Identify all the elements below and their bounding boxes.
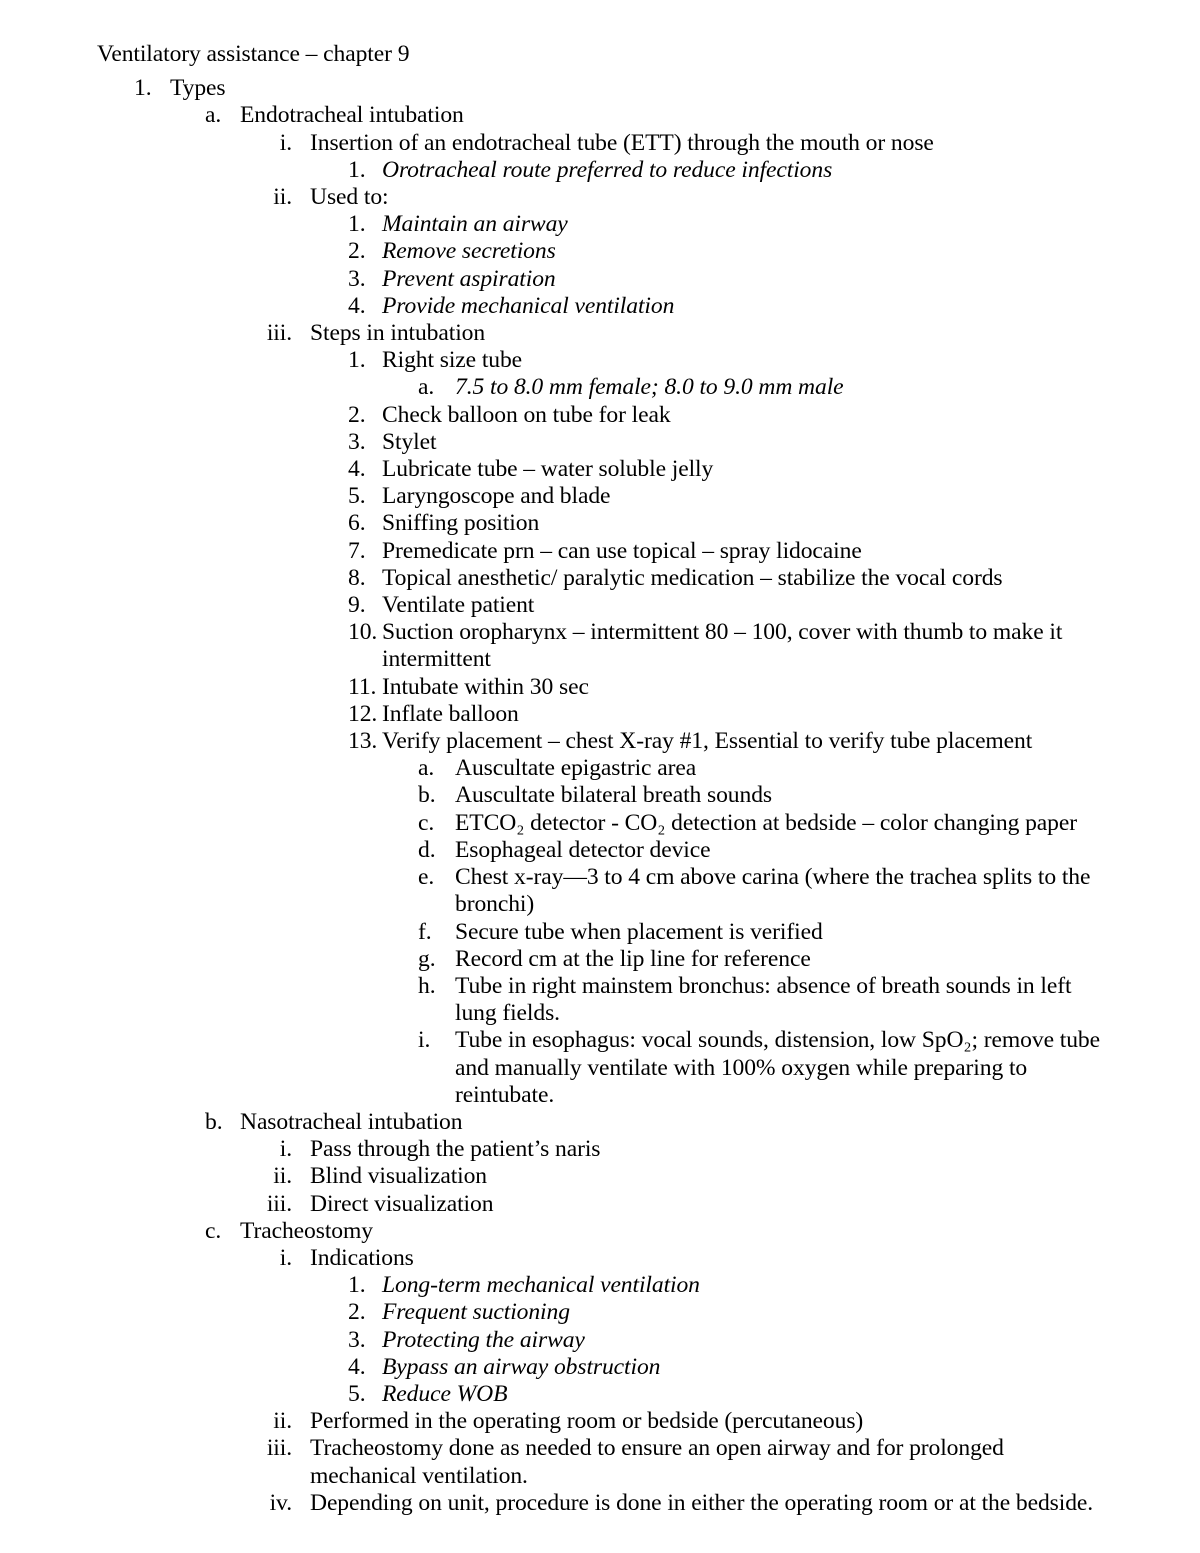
item-text: Maintain an airway bbox=[382, 211, 568, 238]
item-text: Intubate within 30 sec bbox=[382, 673, 589, 700]
item-text: Ventilate patient bbox=[382, 592, 535, 619]
list-marker: 2. bbox=[348, 238, 366, 265]
item-text: Lubricate tube – water soluble jelly bbox=[382, 456, 714, 483]
outline-item bbox=[97, 1354, 1104, 1381]
list-marker: 8. bbox=[348, 564, 366, 591]
list-marker: b. bbox=[418, 782, 436, 809]
item-text: Bypass an airway obstruction bbox=[382, 1353, 661, 1380]
item-text: Long-term mechanical ventilation bbox=[382, 1272, 700, 1299]
list-marker: i. bbox=[418, 1027, 431, 1054]
outline-item bbox=[97, 864, 1104, 918]
item-text: Provide mechanical ventilation bbox=[382, 292, 675, 319]
list-marker: i. bbox=[279, 129, 292, 156]
outline-item bbox=[97, 75, 1104, 102]
list-marker: 5. bbox=[348, 483, 366, 510]
list-marker: 1. bbox=[348, 211, 366, 238]
document-title: Ventilatory assistance – chapter 9 bbox=[97, 41, 410, 67]
list-marker: 4. bbox=[348, 456, 366, 483]
item-text: Sniffing position bbox=[382, 510, 540, 537]
list-marker: 10. bbox=[348, 619, 378, 646]
outline-item bbox=[97, 1408, 1104, 1435]
item-text: Stylet bbox=[382, 428, 437, 455]
list-marker: b. bbox=[205, 1108, 223, 1135]
outline-item bbox=[97, 592, 1104, 619]
item-text: Laryngoscope and blade bbox=[382, 483, 611, 510]
item-text: Insertion of an endotracheal tube (ETT) through the mouth or nose bbox=[310, 129, 934, 156]
outline-item bbox=[97, 674, 1104, 701]
list-marker: 3. bbox=[348, 428, 366, 455]
item-text: Steps in intubation bbox=[310, 320, 486, 347]
item-text: Right size tube bbox=[382, 347, 523, 374]
outline-item bbox=[97, 102, 1104, 129]
list-marker: ii. bbox=[273, 1163, 292, 1190]
item-text: Premedicate prn – can use topical – spray lidocaine bbox=[382, 537, 862, 564]
list-marker: 11. bbox=[348, 673, 377, 700]
list-marker: i. bbox=[279, 1244, 292, 1271]
outline-list bbox=[97, 75, 1104, 1517]
list-marker: 7. bbox=[348, 537, 366, 564]
outline-item bbox=[97, 1327, 1104, 1354]
list-marker: iv. bbox=[269, 1489, 292, 1516]
outline-item bbox=[97, 157, 1104, 184]
list-marker: i. bbox=[279, 1136, 292, 1163]
item-text: Blind visualization bbox=[310, 1163, 488, 1190]
list-marker: 3. bbox=[348, 1326, 366, 1353]
item-text: Inflate balloon bbox=[382, 700, 519, 727]
item-text: Endotracheal intubation bbox=[240, 102, 464, 129]
item-text: Direct visualization bbox=[310, 1190, 494, 1217]
list-marker: ii. bbox=[273, 184, 292, 211]
list-marker: f. bbox=[418, 918, 432, 945]
outline-item bbox=[97, 837, 1104, 864]
outline-item bbox=[97, 456, 1104, 483]
outline-item bbox=[97, 1381, 1104, 1408]
outline-item bbox=[97, 1490, 1104, 1517]
list-marker: g. bbox=[418, 945, 436, 972]
item-text: Pass through the patient’s naris bbox=[310, 1136, 601, 1163]
item-text: Depending on unit, procedure is done in either the operating room or at the bedside. bbox=[310, 1489, 1094, 1516]
item-text: Performed in the operating room or bedside (percutaneous) bbox=[310, 1408, 864, 1435]
list-marker: 2. bbox=[348, 1299, 366, 1326]
item-text: Secure tube when placement is verified bbox=[455, 918, 823, 945]
outline-item bbox=[97, 320, 1104, 347]
outline-item bbox=[97, 1218, 1104, 1245]
outline-item bbox=[97, 483, 1104, 510]
outline-item bbox=[97, 701, 1104, 728]
item-text: Verify placement – chest X-ray #1, Essential to verify tube placement bbox=[382, 728, 1033, 755]
list-marker: 13. bbox=[348, 728, 378, 755]
outline-item bbox=[97, 347, 1104, 374]
list-marker: 1. bbox=[348, 347, 366, 374]
item-text: Nasotracheal intubation bbox=[240, 1108, 463, 1135]
list-marker: a. bbox=[418, 374, 435, 401]
item-text: Indications bbox=[310, 1244, 414, 1271]
outline-item bbox=[97, 619, 1104, 673]
outline-item bbox=[97, 973, 1104, 1027]
outline-item bbox=[97, 782, 1104, 809]
outline-item bbox=[97, 1245, 1104, 1272]
item-text: Esophageal detector device bbox=[455, 836, 711, 863]
outline-item bbox=[97, 1191, 1104, 1218]
item-text: Tracheostomy done as needed to ensure an open airway and for prolonged mechanical ventilation. bbox=[310, 1435, 1004, 1489]
list-marker: 1. bbox=[348, 1272, 366, 1299]
item-text: Frequent suctioning bbox=[382, 1299, 570, 1326]
list-marker: 1. bbox=[348, 156, 366, 183]
item-text: Suction oropharynx – intermittent 80 – 100, cover with thumb to make it intermittent bbox=[382, 619, 1063, 673]
list-marker: a. bbox=[205, 102, 222, 129]
outline-item bbox=[97, 565, 1104, 592]
item-text: Record cm at the lip line for reference bbox=[455, 945, 811, 972]
list-marker: 1. bbox=[134, 75, 152, 102]
item-text: Tube in right mainstem bronchus: absence of breath sounds in left lung fields. bbox=[455, 972, 1072, 1027]
outline-item bbox=[97, 184, 1104, 211]
outline-item bbox=[97, 1299, 1104, 1326]
item-text: Reduce WOB bbox=[382, 1380, 508, 1407]
list-marker: 5. bbox=[348, 1380, 366, 1407]
outline-item bbox=[97, 402, 1104, 429]
list-marker: iii. bbox=[266, 1435, 292, 1462]
outline-item bbox=[97, 130, 1104, 157]
outline-item bbox=[97, 728, 1104, 755]
item-text: Topical anesthetic/ paralytic medication – stabilize the vocal cords bbox=[382, 564, 1003, 591]
list-marker: 12. bbox=[348, 700, 378, 727]
list-marker: e. bbox=[418, 864, 435, 891]
list-marker: c. bbox=[418, 809, 435, 836]
list-marker: d. bbox=[418, 836, 436, 863]
outline-item bbox=[97, 755, 1104, 782]
list-marker: iii. bbox=[266, 320, 292, 347]
list-marker: iii. bbox=[266, 1190, 292, 1217]
item-text: Auscultate bilateral breath sounds bbox=[455, 782, 772, 809]
outline-item bbox=[97, 238, 1104, 265]
outline-item bbox=[97, 1272, 1104, 1299]
list-marker: a. bbox=[418, 755, 435, 782]
item-text: Check balloon on tube for leak bbox=[382, 401, 671, 428]
outline-item bbox=[97, 211, 1104, 238]
list-marker: 4. bbox=[348, 1353, 366, 1380]
item-text: Tube in esophagus: vocal sounds, distension, low SpO₂; remove tube and manually ventilate with 100% oxygen while preparing to reintubate. bbox=[455, 1027, 1100, 1108]
item-text: Remove secretions bbox=[382, 238, 556, 265]
list-marker: 4. bbox=[348, 292, 366, 319]
outline-item bbox=[97, 1163, 1104, 1190]
list-marker: h. bbox=[418, 972, 436, 999]
list-marker: 2. bbox=[348, 401, 366, 428]
item-text: Orotracheal route preferred to reduce infections bbox=[382, 156, 833, 183]
item-text: Chest x-ray—3 to 4 cm above carina (where the trachea splits to the bronchi) bbox=[455, 864, 1091, 918]
list-marker: 9. bbox=[348, 592, 366, 619]
list-marker: 6. bbox=[348, 510, 366, 537]
outline-item bbox=[97, 538, 1104, 565]
item-text: Protecting the airway bbox=[382, 1326, 585, 1353]
item-text: 7.5 to 8.0 mm female; 8.0 to 9.0 mm male bbox=[455, 374, 844, 401]
list-marker: 3. bbox=[348, 265, 366, 292]
outline-item bbox=[97, 946, 1104, 973]
item-text: Auscultate epigastric area bbox=[455, 755, 697, 782]
list-marker: ii. bbox=[273, 1408, 292, 1435]
outline-item bbox=[97, 266, 1104, 293]
item-text: Types bbox=[170, 75, 226, 102]
list-marker: c. bbox=[205, 1217, 222, 1244]
outline-item bbox=[97, 919, 1104, 946]
item-text: Used to: bbox=[310, 184, 389, 211]
item-text: Tracheostomy bbox=[240, 1217, 373, 1244]
outline-item bbox=[97, 510, 1104, 537]
outline-item bbox=[97, 810, 1104, 837]
item-text: Prevent aspiration bbox=[382, 265, 556, 292]
outline-item bbox=[97, 293, 1104, 320]
outline-item bbox=[97, 1136, 1104, 1163]
outline-item bbox=[97, 374, 1104, 401]
outline-item bbox=[97, 1435, 1104, 1489]
item-text: ETCO₂ detector - CO₂ detection at bedside – color changing paper bbox=[455, 809, 1077, 836]
outline-item bbox=[97, 429, 1104, 456]
outline-item bbox=[97, 1109, 1104, 1136]
outline-item bbox=[97, 1027, 1104, 1109]
